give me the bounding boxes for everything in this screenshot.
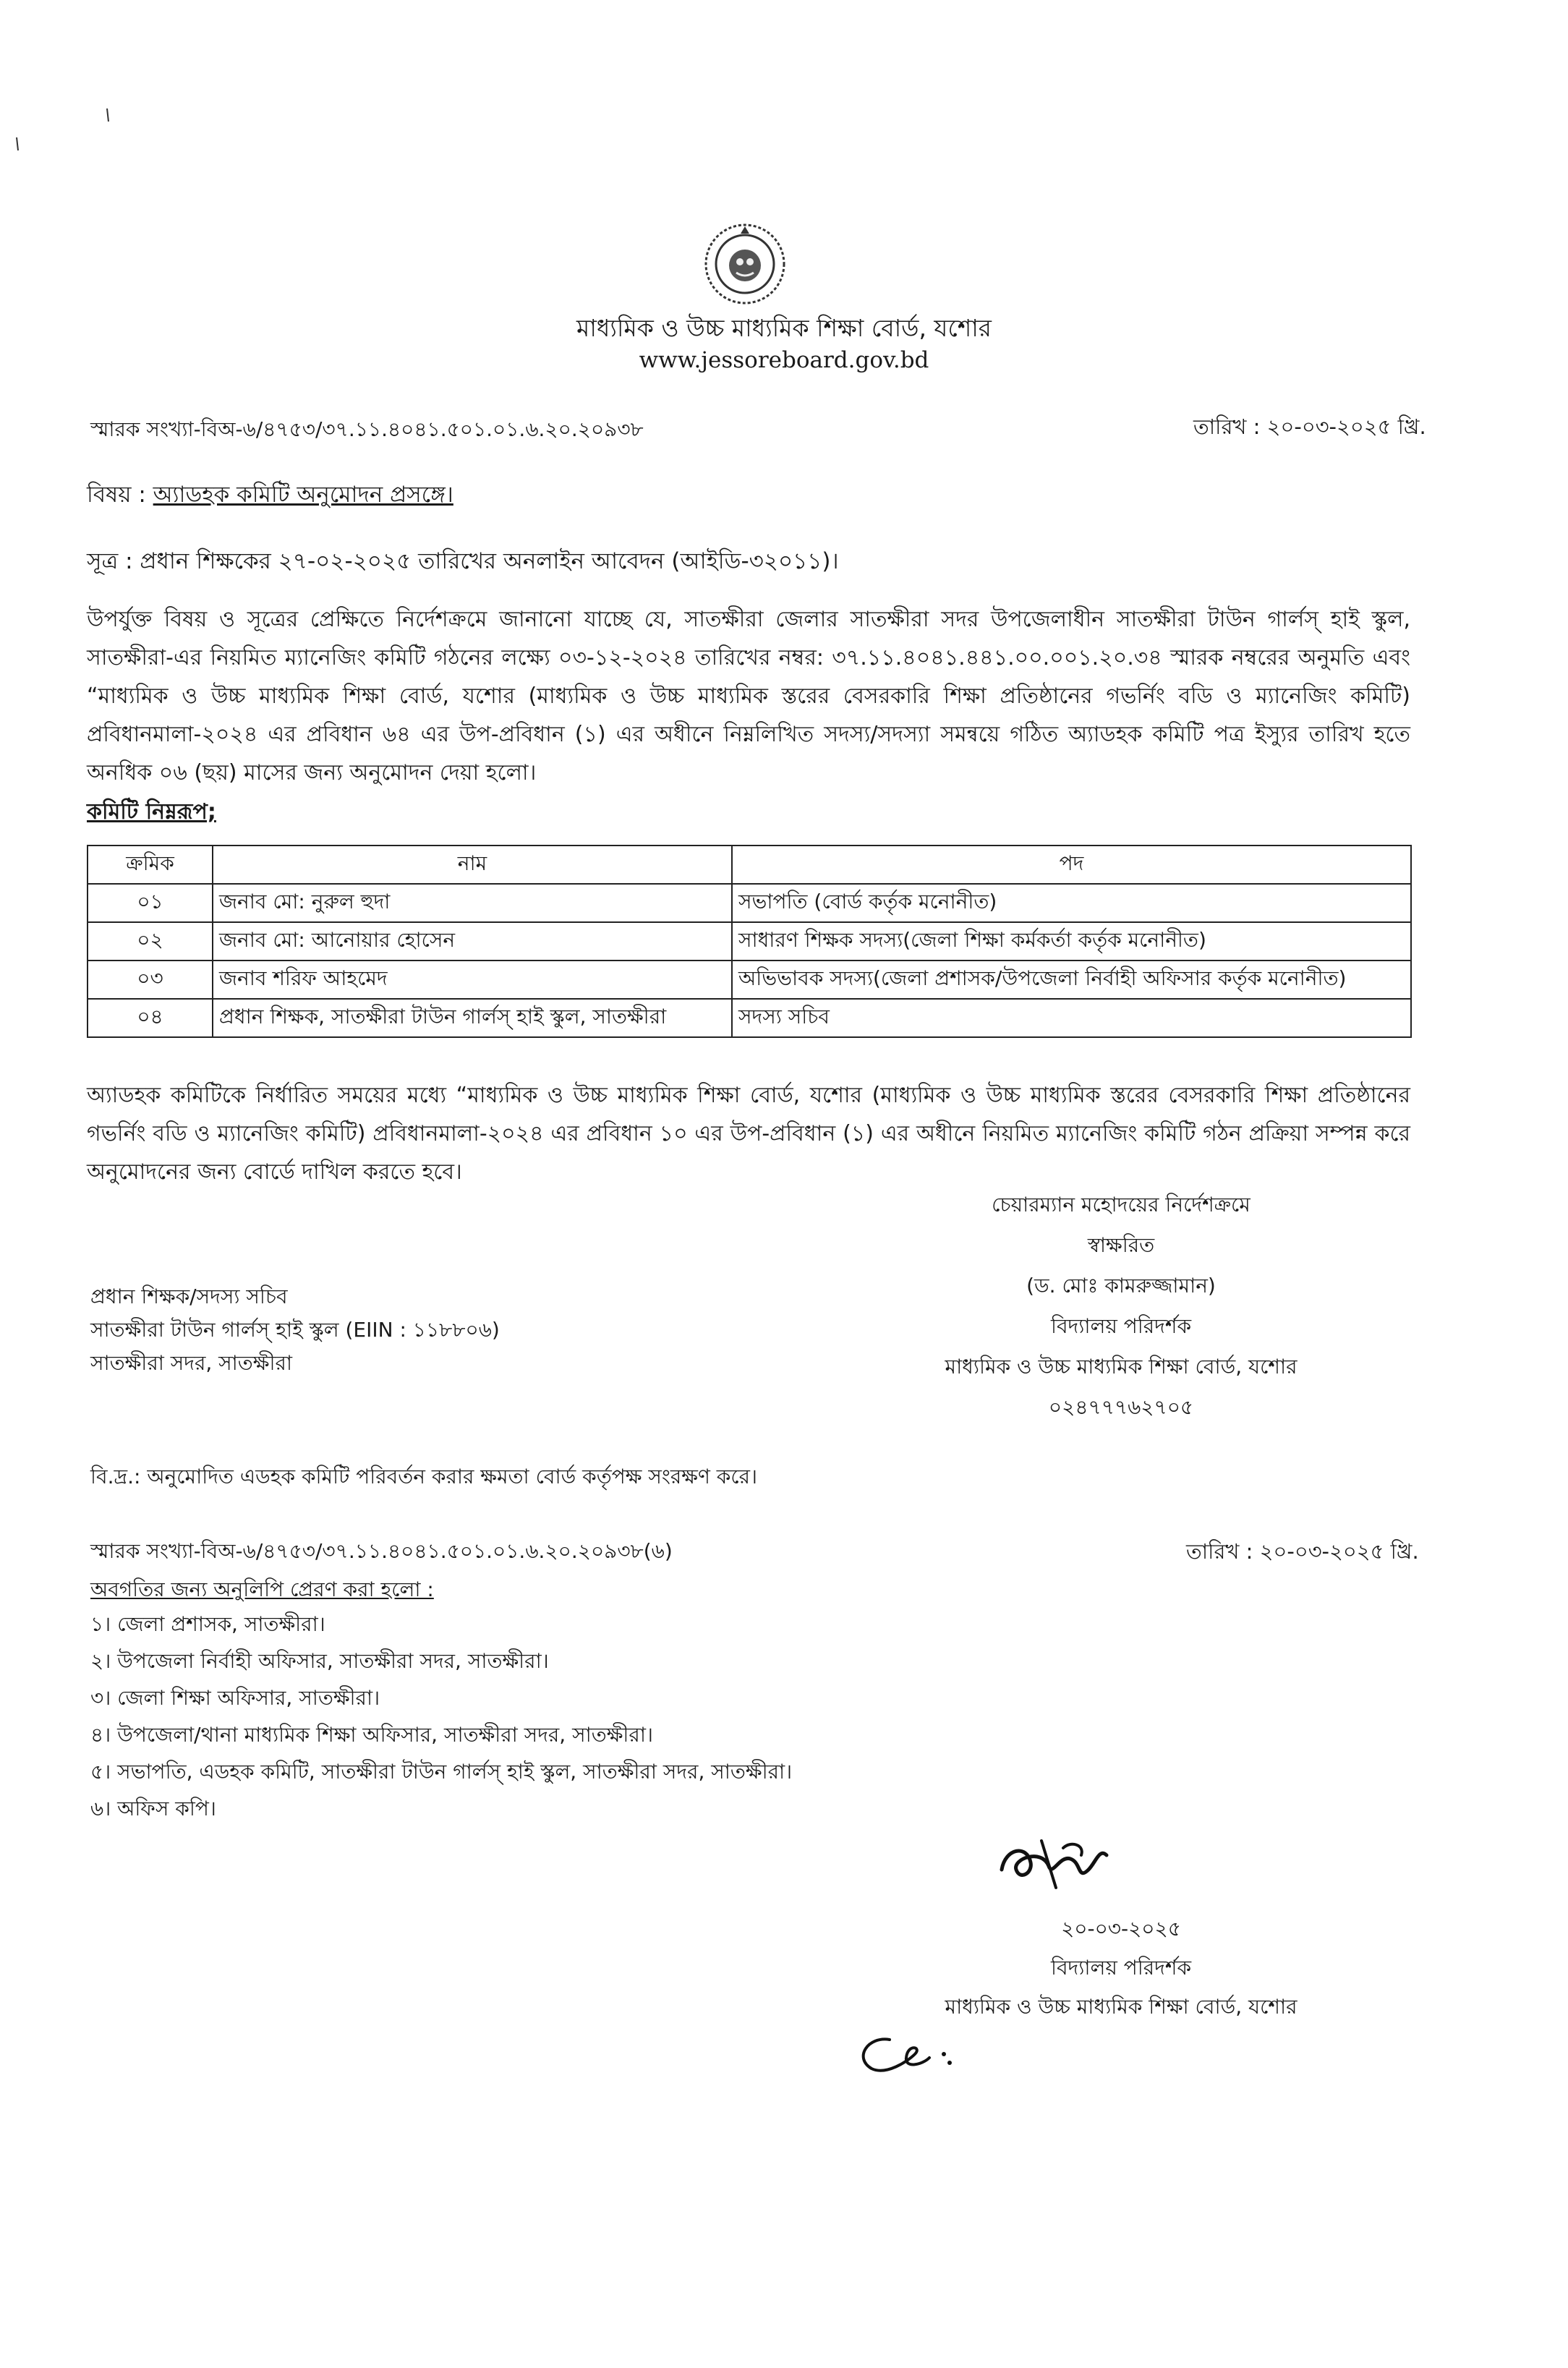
memo2-date: তারিখ : ২০-০৩-২০২৫ খ্রি. bbox=[1186, 1539, 1419, 1564]
recipient-line-3: সাতক্ষীরা সদর, সাতক্ষীরা bbox=[90, 1351, 292, 1375]
cell-name: জনাব শরিফ আহমেদ bbox=[213, 961, 732, 999]
cell-position: সাধারণ শিক্ষক সদস্য(জেলা শিক্ষা কর্মকর্তা কর্তৃক মনোনীত) bbox=[732, 922, 1411, 961]
memo-reference-number: স্মারক সংখ্যা-বিঅ-৬/৪৭৫৩/৩৭.১১.৪০৪১.৫০১.০১.৬.২০.২০৯৩৮ bbox=[90, 417, 644, 441]
table-row bbox=[88, 884, 1411, 922]
memo2-reference-number: স্মারক সংখ্যা-বিঅ-৬/৪৭৫৩/৩৭.১১.৪০৪১.৫০১.০১.৬.২০.২০৯৩৮(৬) bbox=[90, 1539, 673, 1563]
instruction-paragraph: অ্যাডহক কমিটিকে নির্ধারিত সময়ের মধ্যে “মাধ্যমিক ও উচ্চ মাধ্যমিক শিক্ষা বোর্ড, যশোর (মাধ্যমিক ও উচ্চ মাধ্যমিক স্তরের বেসরকারি শিক্ষা প্রতিষ্ঠানের গভর্নিং বডি ও ম্যানেজিং কমিটি) প্রবিধানমালা-২০২৪ এর প্রবিধান ১০ এর উপ-প্রবিধান (১) এর অধীনে নিয়মিত ম্যানেজিং কমিটি গঠন প্রক্রিয়া সম্পন্ন করে অনুমোদনের জন্য বোর্ডে দাখিল করতে হবে। bbox=[87, 1083, 1410, 1185]
list-item: ৬। অফিস কপি। bbox=[90, 1797, 216, 1820]
cell-serial: ০১ bbox=[88, 884, 213, 922]
board-website: www.jessoreboard.gov.bd bbox=[639, 347, 929, 373]
note-line: বি.দ্র.: অনুমোদিত এডহক কমিটি পরিবর্তন করার ক্ষমতা বোর্ড কর্তৃপক্ষ সংরক্ষণ করে। bbox=[90, 1465, 758, 1488]
cell-position: অভিভাবক সদস্য(জেলা প্রশাসক/উপজেলা নির্বাহী অফিসার কর্তৃক মনোনীত) bbox=[732, 961, 1411, 999]
column-header-name: নাম bbox=[213, 846, 732, 884]
signatory-name: (ড. মোঃ কামরুজ্জামান) bbox=[1026, 1274, 1216, 1298]
cell-position: সভাপতি (বোর্ড কর্তৃক মনোনীত) bbox=[732, 884, 1411, 922]
signatory-designation: বিদ্যালয় পরিদর্শক bbox=[1050, 1314, 1192, 1338]
handwritten-signature bbox=[991, 1826, 1121, 1899]
cc-list bbox=[90, 1606, 792, 1827]
board-name-heading: মাধ্যমিক ও উচ্চ মাধ্যমিক শিক্ষা বোর্ড, যশোর bbox=[576, 314, 992, 342]
list-item: ৪। উপজেলা/থানা মাধ্যমিক শিক্ষা অফিসার, সাতক্ষীরা সদর, সাতক্ষীরা। bbox=[90, 1723, 653, 1747]
source-reference: সূত্র : প্রধান শিক্ষকের ২৭-০২-২০২৫ তারিখের অনলাইন আবেদন (আইডি-৩২০১১)। bbox=[87, 548, 839, 574]
recipient-block bbox=[90, 1280, 500, 1380]
cell-serial: ০২ bbox=[88, 922, 213, 961]
body-paragraph: উপর্যুক্ত বিষয় ও সূত্রের প্রেক্ষিতে নির্দেশক্রমে জানানো যাচ্ছে যে, সাতক্ষীরা জেলার সাতক্ষীরা সদর উপজেলাধীন সাতক্ষীরা টাউন গার্লস্ হাই স্কুল, সাতক্ষীরা-এর নিয়মিত ম্যানেজিং কমিটি গঠনের লক্ষ্যে ০৩-১২-২০২৪ তারিখের নম্বর: ৩৭.১১.৪০৪১.৪৪১.০০.০০১.২০.৩৪ স্মারক নম্বরের অনুমতি এবং “মাধ্যমিক ও উচ্চ মাধ্যমিক শিক্ষা বোর্ড, যশোর (মাধ্যমিক ও উচ্চ মাধ্যমিক স্তরের বেসরকারি শিক্ষা প্রতিষ্ঠানের গভর্নিং বডি ও ম্যানেজিং কমিটি) প্রবিধানমালা-২০২৪ এর প্রবিধান ৬৪ এর উপ-প্রবিধান (১) এর অধীনে নিম্নলিখিত সদস্য/সদস্যা সমন্বয়ে গঠিত অ্যাডহক কমিটি পত্র ইস্যুর তারিখ হতে অনধিক ০৬ (ছয়) মাসের জন্য অনুমোদন দেয়া হলো। bbox=[87, 607, 1410, 785]
bottom-signatory-date: ২০-০৩-২০২৫ bbox=[1061, 1917, 1181, 1941]
cc-heading: অবগতির জন্য অনুলিপি প্রেরণ করা হলো : bbox=[90, 1577, 434, 1601]
table-row bbox=[88, 961, 1411, 999]
bottom-signatory-block bbox=[832, 1909, 1410, 2027]
committee-table bbox=[87, 845, 1412, 1038]
cell-name: প্রধান শিক্ষক, সাতক্ষীরা টাউন গার্লস্ হাই স্কুল, সাতক্ষীরা bbox=[213, 999, 732, 1037]
scan-mark bbox=[105, 108, 111, 123]
bottom-signatory-designation: বিদ্যালয় পরিদর্শক bbox=[1050, 1956, 1192, 1980]
subject-text: অ্যাডহক কমিটি অনুমোদন প্রসঙ্গে। bbox=[153, 482, 453, 508]
recipient-line-2: সাতক্ষীরা টাউন গার্লস্ হাই স্কুল (EIIN : ১১৮৮০৬) bbox=[90, 1318, 500, 1342]
subject-label: বিষয় : bbox=[87, 482, 146, 508]
cell-name: জনাব মো: আনোয়ার হোসেন bbox=[213, 922, 732, 961]
handwritten-initials bbox=[850, 2025, 973, 2083]
column-header-position: পদ bbox=[732, 846, 1411, 884]
list-item: ৩। জেলা শিক্ষা অফিসার, সাতক্ষীরা। bbox=[90, 1686, 380, 1710]
cell-serial: ০৪ bbox=[88, 999, 213, 1037]
cell-serial: ০৩ bbox=[88, 961, 213, 999]
cell-name: জনাব মো: নুরুল হুদা bbox=[213, 884, 732, 922]
bottom-signatory-office: মাধ্যমিক ও উচ্চ মাধ্যমিক শিক্ষা বোর্ড, যশোর bbox=[945, 1995, 1298, 2019]
signatory-directive: চেয়ারম্যান মহোদয়ের নির্দেশক্রমে bbox=[992, 1193, 1250, 1217]
memo-date: তারিখ : ২০-০৩-২০২৫ খ্রি. bbox=[1193, 414, 1426, 439]
committee-heading: কমিটি নিম্নরূপ; bbox=[87, 799, 216, 825]
signatory-phone: ০২৪৭৭৭৬২৭০৫ bbox=[1048, 1395, 1194, 1419]
table-header-row bbox=[88, 846, 1411, 884]
list-item: ৫। সভাপতি, এডহক কমিটি, সাতক্ষীরা টাউন গার্লস্ হাই স্কুল, সাতক্ষীরা সদর, সাতক্ষীরা। bbox=[90, 1760, 793, 1784]
board-seal-logo bbox=[702, 221, 788, 307]
table-row bbox=[88, 922, 1411, 961]
signatory-office: মাধ্যমিক ও উচ্চ মাধ্যমিক শিক্ষা বোর্ড, যশোর bbox=[945, 1355, 1298, 1379]
signatory-signed: স্বাক্ষরিত bbox=[1087, 1233, 1155, 1257]
scan-mark bbox=[14, 137, 20, 152]
signatory-block bbox=[832, 1185, 1410, 1428]
recipient-line-1: প্রধান শিক্ষক/সদস্য সচিব bbox=[90, 1285, 288, 1308]
column-header-serial: ক্রমিক bbox=[88, 846, 213, 884]
list-item: ২। উপজেলা নির্বাহী অফিসার, সাতক্ষীরা সদর, সাতক্ষীরা। bbox=[90, 1649, 549, 1673]
cell-position: সদস্য সচিব bbox=[732, 999, 1411, 1037]
table-row bbox=[88, 999, 1411, 1037]
subject-line bbox=[87, 477, 453, 515]
list-item: ১। জেলা প্রশাসক, সাতক্ষীরা। bbox=[90, 1612, 325, 1636]
